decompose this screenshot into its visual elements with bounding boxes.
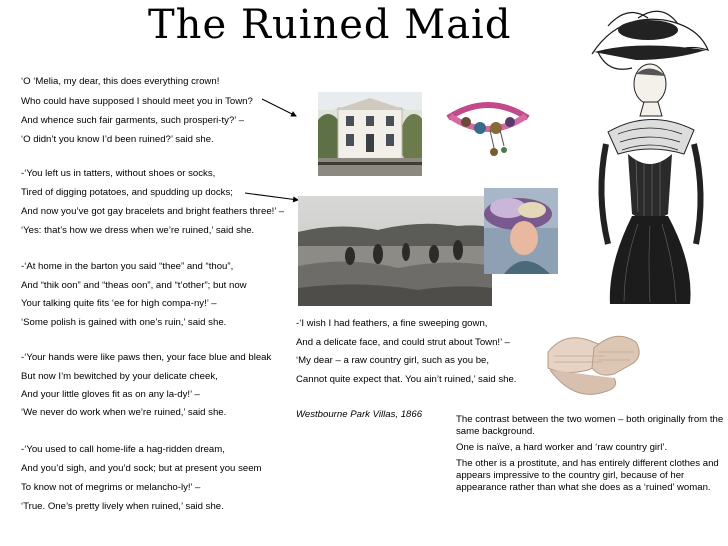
bracelet-image bbox=[442, 96, 534, 170]
poem-line: -‘You used to call home-life a hag-ridden dream, bbox=[21, 444, 225, 455]
poem-line: ‘My dear – a raw country girl, such as you be, bbox=[296, 355, 490, 366]
feather-hat-image bbox=[484, 188, 558, 274]
poem-line: But now I’m bewitched by your delicate cheek, bbox=[21, 371, 218, 382]
poem-line: ‘Some polish is gained with one’s ruin,’ said she. bbox=[21, 317, 227, 328]
poem-line: Cannot quite expect that. You ain’t ruined,’ said she. bbox=[296, 374, 517, 385]
poem-line: And now you’ve got gay bracelets and bright feathers three!’ – bbox=[21, 206, 285, 217]
poem-line: And whence such fair garments, such prosperi-ty?’ – bbox=[21, 115, 245, 126]
poem-line: ‘Yes: that’s how we dress when we’re ruined,’ said she. bbox=[21, 225, 255, 236]
poem-line: And a delicate face, and could strut about Town!’ – bbox=[296, 337, 510, 348]
note-paragraph: The contrast between the two women – both originally from the same background. bbox=[456, 414, 724, 437]
poem-line: ‘We never do work when we’re ruined,’ said she. bbox=[21, 407, 227, 418]
lace-gloves-photo bbox=[544, 312, 644, 406]
note-paragraph: One is naïve, a hard worker and ‘raw country girl’. bbox=[456, 442, 668, 453]
poem-line: ‘O ‘Melia, my dear, this does everything crown! bbox=[21, 76, 220, 87]
poem-line: -‘You left us in tatters, without shoes or socks, bbox=[21, 168, 216, 179]
page-title: The Ruined Maid bbox=[148, 2, 512, 48]
field-workers-photo bbox=[298, 196, 492, 306]
poem-line: And you’d sigh, and you’d sock; but at present you seem bbox=[21, 463, 262, 474]
poem-line: And “thik oon” and “theas oon”, and “t’other”; but now bbox=[21, 280, 247, 291]
bracelet-photo bbox=[442, 96, 534, 170]
townhouse-photo bbox=[318, 92, 422, 176]
townhouse-image bbox=[318, 92, 422, 176]
field-workers-image bbox=[298, 196, 492, 306]
poem-line: Your talking quite fits ‘ee for high compa-ny!’ – bbox=[21, 298, 217, 309]
poem-line: -‘At home in the barton you said “thee” and “thou”, bbox=[21, 261, 234, 272]
poem-line: -‘Your hands were like paws then, your face blue and bleak bbox=[21, 352, 272, 363]
poem-line: And your little gloves fit as on any la-dy!’ – bbox=[21, 389, 200, 400]
poem-line: ‘True. One’s pretty lively when ruined,’ said she. bbox=[21, 501, 224, 512]
poem-line: Who could have supposed I should meet you in Town? bbox=[21, 96, 253, 107]
image-caption: Westbourne Park Villas, 1866 bbox=[296, 409, 423, 420]
victorian-lady-engraving bbox=[578, 4, 724, 304]
lace-gloves-image bbox=[544, 312, 644, 406]
victorian-lady-image bbox=[578, 4, 724, 304]
poem-line: Tired of digging potatoes, and spudding up docks; bbox=[21, 187, 233, 198]
poem-line: -‘I wish I had feathers, a fine sweeping gown, bbox=[296, 318, 488, 329]
poem-line: To know not of megrims or melancho-ly!’ – bbox=[21, 482, 201, 493]
poem-line: ‘O didn’t you know I’d been ruined?’ said she. bbox=[21, 134, 214, 145]
feather-hat-painting bbox=[484, 188, 558, 274]
note-paragraph: The other is a prostitute, and has entirely different clothes and appears impressive to the country girl, because of her appearance rather than what she does as a ‘ruined’ woman. bbox=[456, 458, 719, 493]
